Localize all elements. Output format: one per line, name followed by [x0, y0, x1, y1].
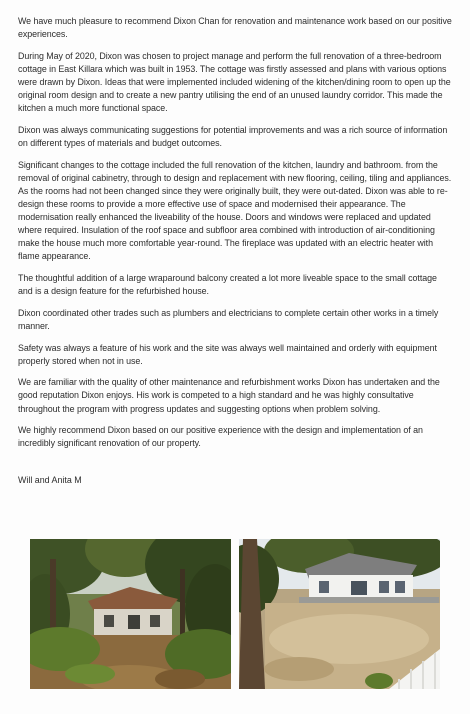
photo-before-renovation [30, 539, 231, 689]
paragraph-safety: Safety was always a feature of his work and the site was always well maintained and orderly with equipment properly stored when not in use. [18, 342, 437, 366]
paragraph-reputation: We are familiar with the quality of other maintenance and refurbishment works Dixon has undertaken and the good reputation Dixon enjoys. His work is competed to a high standard and he was highly consultative throughout the program with progress updates and suggesting options when problem solving. [18, 377, 440, 414]
paragraph-trades: Dixon coordinated other trades such as plumbers and electricians to complete certain other works in a timely manner. [18, 307, 439, 331]
paragraph-communication: Dixon was always communicating suggestions for potential improvements and was a rich source of information on different types of materials and budget outcomes. [18, 124, 448, 148]
paragraph-changes: Significant changes to the cottage included the full renovation of the kitchen, laundry and bathroom. from the removal of original cabinetry, through to design and replacement with new flooring, ceiling, tiling and appliances. As the rooms had not been changed since they were originally built, they were out-dated. Dixon was able to re-design these rooms to provide a more effective use of space and modernised their appearance. The modernisation really enhanced the liveability of the house. Doors and windows were replaced and updated where required. Insulation of the roof space and subfloor area combined with introduction of air-conditioning make the house much more comfortable year-round. The fireplace was updated with an electric heater with flame appearance. [18, 159, 452, 262]
letter-body [18, 15, 452, 486]
paragraph-intro: We have much pleasure to recommend Dixon Chan for renovation and maintenance work based on our positive experiences. [18, 16, 452, 40]
signature: Will and Anita M [18, 475, 82, 486]
paragraph-project: During May of 2020, Dixon was chosen to project manage and perform the full renovation of a three-bedroom cottage in East Killara which was built in 1953. The cottage was firstly assessed and plans with various options were drawn by Dixon. Ideas that were implemented included widening of the kitchen/dining room to open up the original room design and to create a new pantry utilising the end of an unused laundry corridor. This made the kitchen a much more functional space. [18, 50, 451, 114]
cottage-after-image [239, 539, 440, 689]
paragraph-recommendation: We highly recommend Dixon based on our positive experience with the design and implementation of an incredibly significant renovation of our property. [18, 425, 423, 449]
photo-row [30, 539, 440, 689]
photo-after-renovation [239, 539, 440, 689]
cottage-before-image [30, 539, 231, 689]
paragraph-balcony: The thoughtful addition of a large wraparound balcony created a lot more liveable space to the small cottage and is a design feature for the refurbished house. [18, 272, 437, 297]
